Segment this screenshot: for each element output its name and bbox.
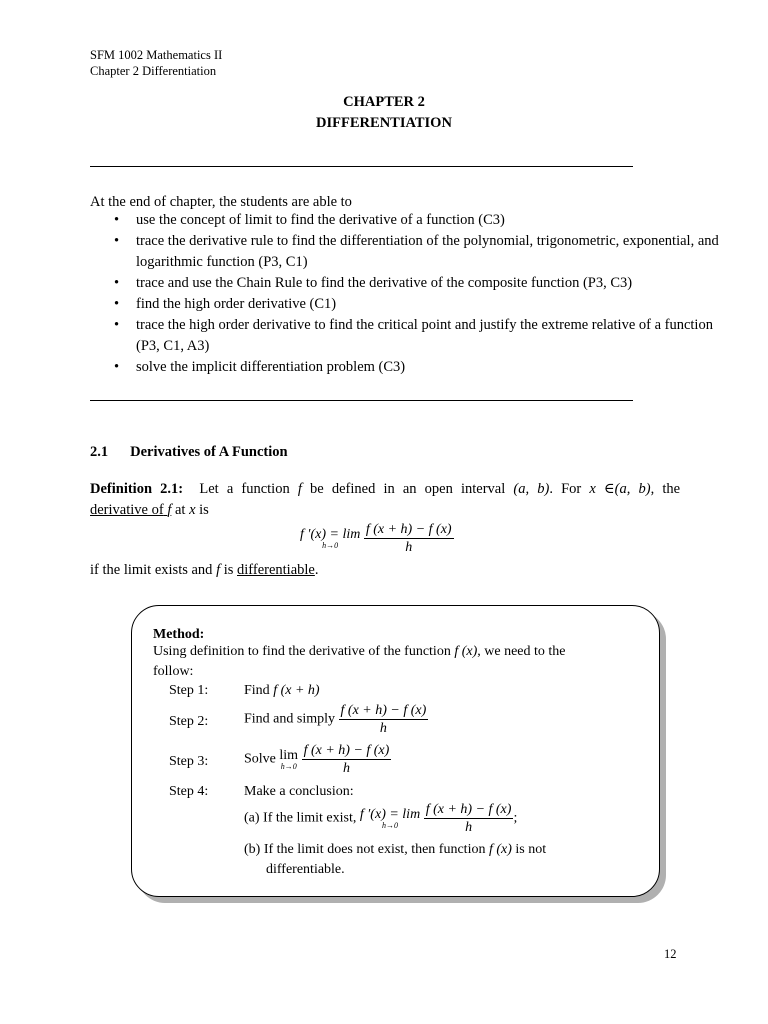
step-3-label: Step 3: — [169, 754, 209, 769]
conclusion-a: (a) If the limit exist, f ′(x) = lim h→0 $\frac{f (x + h) - f (x)}{h}$ ; — [244, 802, 518, 835]
method-intro: Using definition to find the derivative of the function f (x), we need to the — [153, 644, 566, 659]
bottom-divider — [90, 400, 633, 401]
section-heading: 2.1 Derivatives of A Function — [90, 444, 288, 460]
chapter-header: Chapter 2 Differentiation — [90, 64, 217, 78]
page-number: 12 — [664, 947, 677, 961]
objective-item: • solve the implicit differentiation problem (C3) — [114, 359, 406, 375]
step-1-label: Step 1: — [169, 683, 209, 698]
method-title: Method: — [153, 627, 205, 642]
step-1-text: Find f (x + h) — [244, 683, 320, 698]
step-3-text: Solve lim h→0 $\frac{f (x + h) - f (x)}{h}$ — [244, 743, 390, 776]
step-2-text: Find and simply $\frac{f (x + h) - f (x)}{h}$ — [244, 703, 427, 736]
objective-item: • trace and use the Chain Rule to find the derivative of the composite function (P3, C3) — [114, 275, 633, 291]
definition-line-1: Definition 2.1: Let a function f be defined in an open interval (a, b). For x ∈(a, b), the — [90, 481, 681, 497]
derivative-of-link: derivative of — [90, 502, 164, 518]
objectives-intro: At the end of chapter, the students are able to — [90, 194, 352, 210]
objective-item: • use the concept of limit to find the derivative of a function (C3) — [114, 212, 505, 228]
step-4-label: Step 4: — [169, 784, 209, 799]
top-divider — [90, 166, 633, 167]
objectives-list — [90, 210, 726, 378]
objective-item: • trace the high order derivative to find the critical point and justify the extreme relative of a function (P3, C1, A3) — [114, 317, 713, 354]
objective-item: • find the high order derivative (C1) — [114, 296, 337, 312]
step-2-label: Step 2: — [169, 714, 209, 729]
objective-item: • trace the derivative rule to find the differentiation of the polynomial, trigonometric, exponential, and logarithmic function (P3, C1) — [114, 233, 719, 270]
course-header: SFM 1002 Mathematics II — [90, 48, 223, 62]
definition-conclusion: if the limit exists and f is differentiable. — [90, 562, 319, 578]
derivative-definition-formula: f ′(x) = lim h→0 $\frac{f (x + h) - f (x)}{h}$ — [300, 522, 452, 555]
step-4-text: Make a conclusion: — [244, 784, 354, 799]
differentiable-link: differentiable — [237, 562, 315, 578]
conclusion-b: (b) If the limit does not exist, then function f (x) is not — [244, 842, 547, 857]
definition-line-2: derivative of f at x is — [90, 502, 209, 518]
chapter-subtitle: DIFFERENTIATION — [316, 115, 452, 131]
conclusion-b-cont: differentiable. — [266, 862, 345, 877]
chapter-title: CHAPTER 2 — [343, 94, 425, 110]
method-intro-cont: follow: — [153, 664, 194, 679]
